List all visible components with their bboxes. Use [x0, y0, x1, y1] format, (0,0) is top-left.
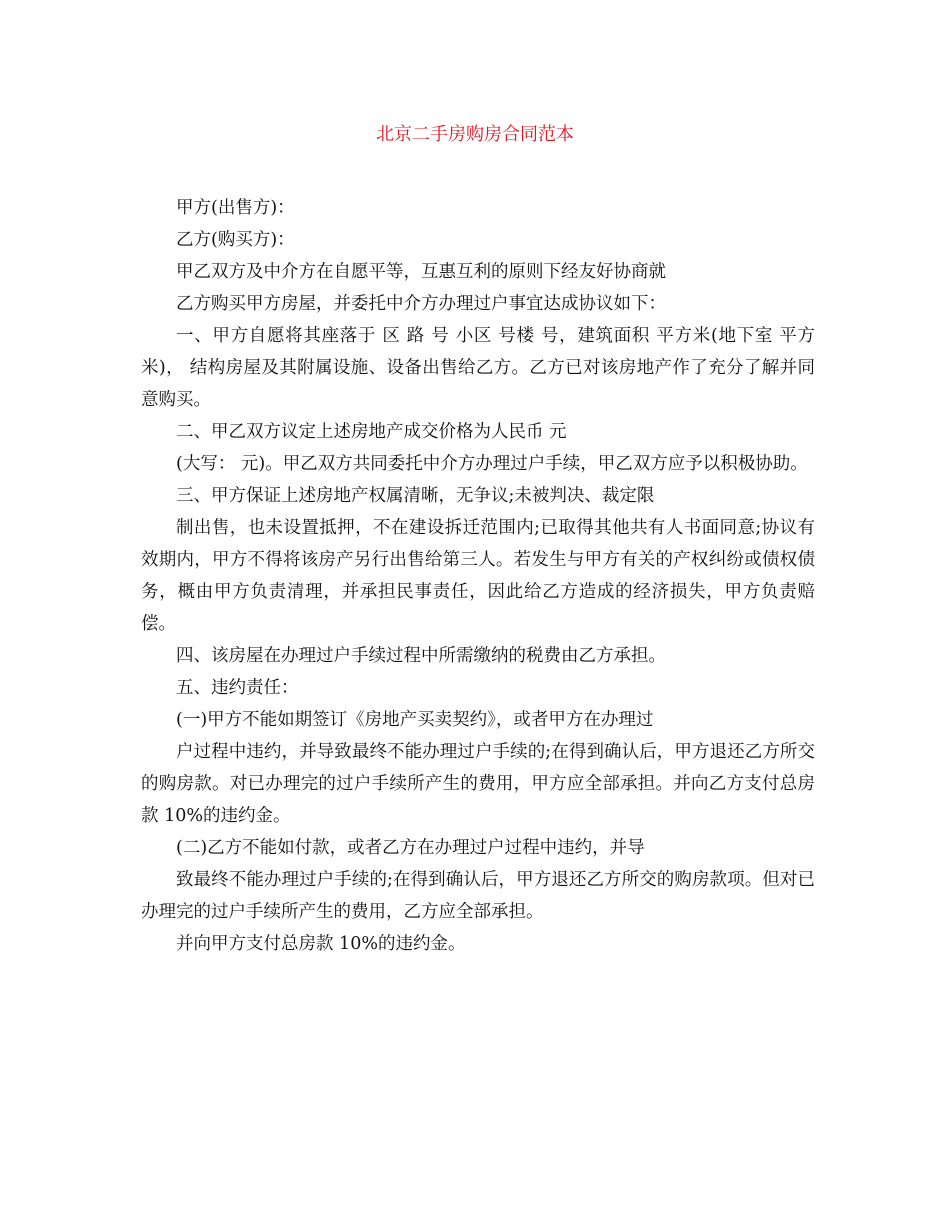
paragraph-clause-4: 四、该房屋在办理过户手续过程中所需缴纳的税费由乙方承担。 — [176, 646, 666, 666]
paragraph-clause-2: 二、甲乙双方议定上述房地产成交价格为人民币 元 — [176, 422, 567, 442]
paragraph-clause-5: 五、违约责任： — [176, 678, 299, 698]
paragraph-clause-5-2: (二)乙方不能如付款，或者乙方在办理过户过程中违约，并导 — [176, 838, 645, 858]
paragraph-clause-5-1-cont: 户过程中违约，并导致最终不能办理过户手续的;在得到确认后，甲方退还乙方所交的购房款。对已办理完的过户手续所产生的费用，甲方应全部承担。并向乙方支付总房款 10%的违约金。 — [141, 742, 815, 826]
paragraph-clause-5-1: (一)甲方不能如期签订《房地产买卖契约》，或者甲方在办理过 — [176, 710, 654, 730]
paragraph-clause-5-2-cont: 致最终不能办理过户手续的;在得到确认后，甲方退还乙方所交的购房款项。但对已办理完的过户手续所产生的费用，乙方应全部承担。 — [141, 870, 815, 922]
paragraph-clause-3: 三、甲方保证上述房地产权属清晰，无争议;未被判决、裁定限 — [176, 486, 655, 506]
paragraph-preamble-1: 甲乙双方及中介方在自愿平等，互惠互利的原则下经友好协商就 — [176, 262, 666, 282]
paragraph-buyer: 乙方(购买方)： — [176, 230, 295, 250]
paragraph-seller: 甲方(出售方)： — [176, 198, 295, 218]
paragraph-clause-1: 一、甲方自愿将其座落于 区 路 号 小区 号楼 号，建筑面积 平方米(地下室 平方米)， 结构房屋及其附属设施、设备出售给乙方。乙方已对该房地产作了充分了解并同意购买。 — [141, 326, 815, 410]
paragraph-clause-3-cont: 制出售，也未设置抵押，不在建设拆迁范围内;已取得其他共有人书面同意;协议有效期内，甲方不得将该房产另行出售给第三人。若发生与甲方有关的产权纠纷或债权债务，概由甲方负责清理，并承担民事责任，因此给乙方造成的经济损失，甲方负责赔偿。 — [141, 518, 815, 634]
paragraph-clause-5-2-penalty: 并向甲方支付总房款 10%的违约金。 — [176, 934, 466, 954]
paragraph-preamble-2: 乙方购买甲方房屋，并委托中介方办理过户事宜达成协议如下： — [176, 294, 666, 314]
document-body — [141, 192, 815, 960]
document-title: 北京二手房购房合同范本 — [376, 124, 574, 145]
paragraph-clause-2-cont: (大写： 元)。甲乙双方共同委托中介方办理过户手续，甲乙双方应予以积极协助。 — [176, 454, 808, 474]
